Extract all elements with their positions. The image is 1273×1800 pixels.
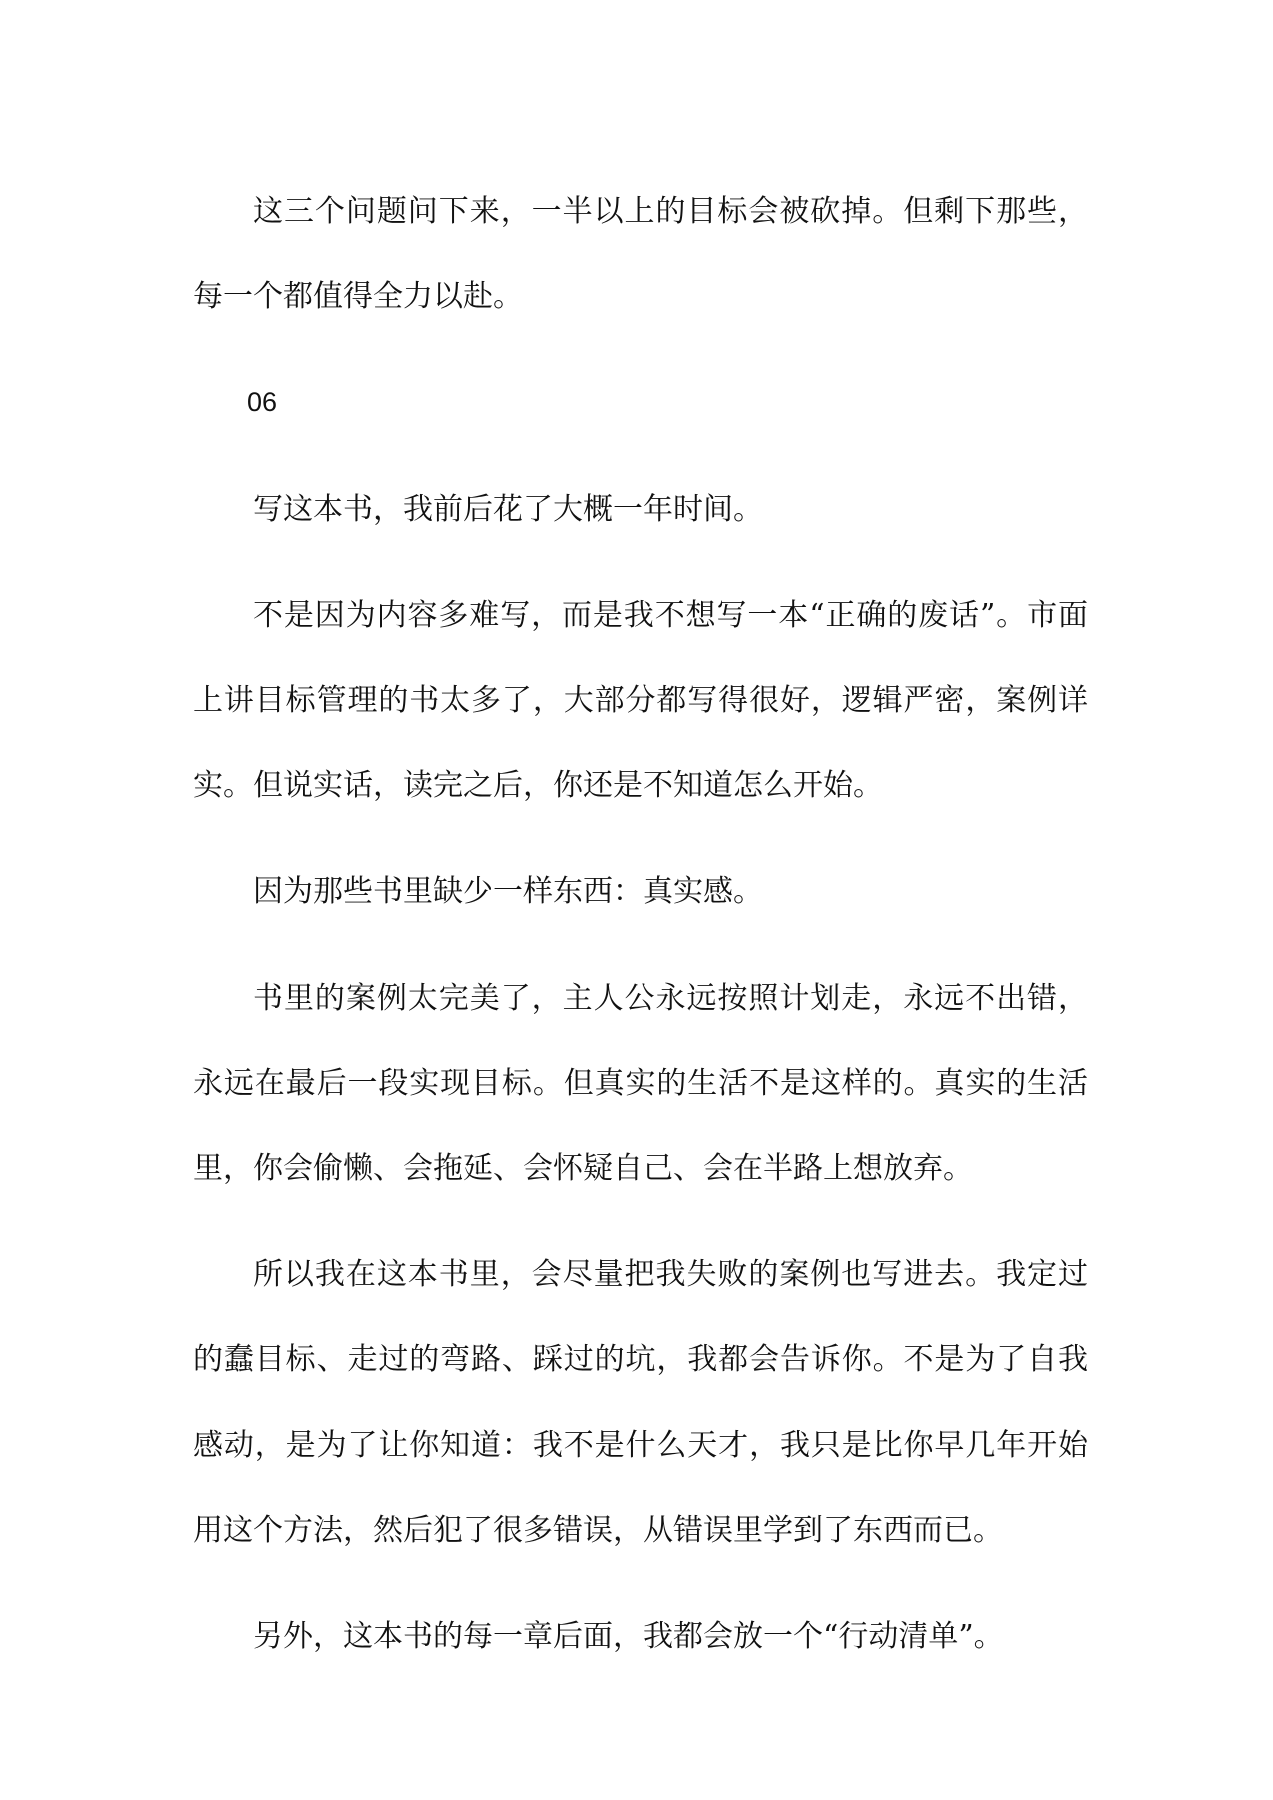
paragraph: 书里的案例太完美了，主人公永远按照计划走，永远不出错，永远在最后一段实现目标。但真实的生活不是这样的。真实的生活里，你会偷懒、会拖延、会怀疑自己、会在半路上想放弃。: [193, 980, 1088, 1187]
paragraph: 这三个问题问下来，一半以上的目标会被砍掉。但剩下那些，每一个都值得全力以赴。: [193, 194, 1088, 315]
paragraph: 写这本书，我前后花了大概一年时间。: [253, 491, 763, 527]
body-text: [193, 169, 1088, 1700]
paragraph: 另外，这本书的每一章后面，我都会放一个“行动清单”。: [253, 1619, 1004, 1655]
paragraph: 不是因为内容多难写，而是我不想写一本“正确的废话”。市面上讲目标管理的书太多了，大部分都写得很好，逻辑严密，案例详实。但说实话，读完之后，你还是不知道怎么开始。: [193, 597, 1088, 804]
section-number: 06: [247, 387, 278, 418]
paragraph: 因为那些书里缺少一样东西：真实感。: [253, 874, 763, 910]
paragraph: 所以我在这本书里，会尽量把我失败的案例也写进去。我定过的蠢目标、走过的弯路、踩过的坑，我都会告诉你。不是为了自我感动，是为了让你知道：我不是什么天才，我只是比你早几年开始用这个方法，然后犯了很多错误，从错误里学到了东西而已。: [193, 1257, 1088, 1548]
